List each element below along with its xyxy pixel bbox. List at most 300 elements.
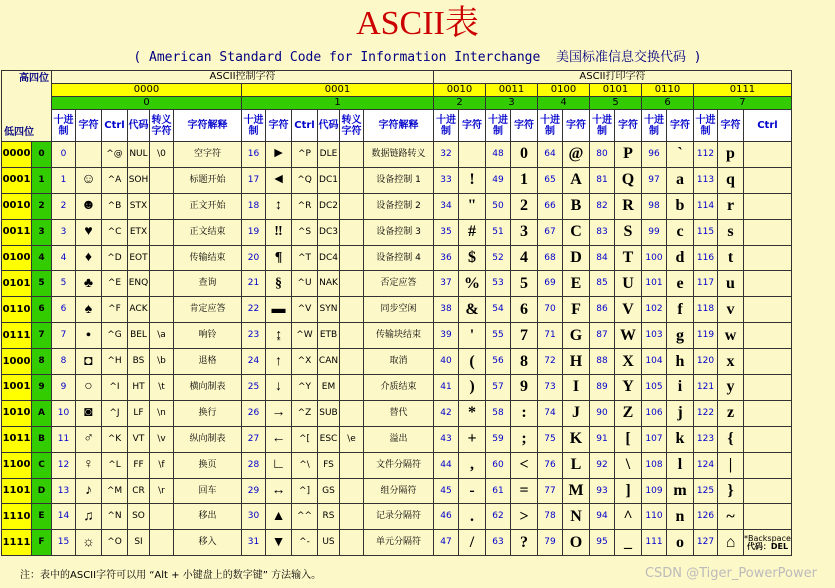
ctrl-code: FS [318,452,340,478]
print-dec: 114 [694,193,718,219]
ctrl-char-glyph: ♂ [76,426,102,452]
high-hex-0: 0 [52,97,242,110]
print-char: H [563,349,590,375]
ctrl-description: 正文结束 [174,219,242,245]
print-dec: 127 [694,530,718,556]
blank-cell [744,167,792,193]
footnote: 注：表中的ASCII字符可以用 “Alt + 小键盘上的数字键” 方法输入。 [20,570,322,581]
table-row [2,219,792,245]
ctrl-char-glyph: ☼ [76,530,102,556]
ctrl-dec: 23 [242,323,266,349]
ctrl-description: 否定应答 [364,271,434,297]
ctrl-key: ^B [102,193,128,219]
ctrl-code: SO [128,504,150,530]
ctrl-key: ^@ [102,142,128,168]
ctrl-escape [150,504,174,530]
blank-cell [744,193,792,219]
print-char: | [718,452,744,478]
print-dec: 118 [694,297,718,323]
print-dec: 79 [538,530,563,556]
ctrl-key: ^C [102,219,128,245]
print-dec: 61 [486,478,511,504]
high-hex-2: 2 [434,97,486,110]
print-dec: 49 [486,167,511,193]
low-bin: 1101 [2,478,32,504]
low-hex: 5 [32,271,52,297]
print-dec: 115 [694,219,718,245]
print-char: a [667,167,694,193]
print-char: 9 [511,375,538,401]
ctrl-code: NAK [318,271,340,297]
print-char: = [511,478,538,504]
print-char: , [459,452,486,478]
ctrl-code: EOT [128,245,150,271]
low-bin: 1001 [2,375,32,401]
ctrl-escape [340,245,364,271]
ctrl-dec: 16 [242,142,266,168]
table-row [2,323,792,349]
high-hex-5: 5 [590,97,642,110]
col-label-dec: 十进制 [486,110,511,142]
ctrl-description: 设备控制 1 [364,167,434,193]
ctrl-char-glyph: ♪ [76,478,102,504]
print-dec: 53 [486,271,511,297]
col-label-char: 字符 [266,110,292,142]
ctrl-description: 响铃 [174,323,242,349]
print-dec: 123 [694,426,718,452]
group-control-label: ASCII控制字符 [52,71,434,84]
ctrl-dec: 19 [242,219,266,245]
ctrl-escape [150,193,174,219]
col-label-esc: 转义字符 [340,110,364,142]
print-dec: 112 [694,142,718,168]
low-bin: 0100 [2,245,32,271]
ctrl-char-glyph: ► [266,142,292,168]
col-label-char: 字符 [667,110,694,142]
print-dec: 113 [694,167,718,193]
ctrl-description: 取消 [364,349,434,375]
print-dec: 103 [642,323,667,349]
print-char: 4 [511,245,538,271]
low-hex: F [32,530,52,556]
print-dec: 97 [642,167,667,193]
ctrl-char-glyph: ☺ [76,167,102,193]
print-char: S [615,219,642,245]
ctrl-key: ^K [102,426,128,452]
print-char: O [563,530,590,556]
ctrl-code: CAN [318,349,340,375]
col-label-desc: 字符解释 [174,110,242,142]
print-dec: 88 [590,349,615,375]
ctrl-char-glyph: ♠ [76,297,102,323]
print-char: g [667,323,694,349]
table-row [2,504,792,530]
print-dec: 44 [434,452,459,478]
print-dec: 68 [538,245,563,271]
blank-cell [744,245,792,271]
ctrl-description: 正文开始 [174,193,242,219]
print-char: : [511,400,538,426]
ctrl-key: ^P [292,142,318,168]
print-dec: 95 [590,530,615,556]
print-char: P [615,142,642,168]
ctrl-dec: 17 [242,167,266,193]
print-char: f [667,297,694,323]
table-row [2,297,792,323]
table-row [2,426,792,452]
high-bin-3: 0011 [486,84,538,97]
ctrl-description: 回车 [174,478,242,504]
print-char: 8 [511,349,538,375]
print-dec: 35 [434,219,459,245]
print-char: Z [615,400,642,426]
ctrl-code: NUL [128,142,150,168]
low-hex: 6 [32,297,52,323]
print-dec: 40 [434,349,459,375]
ctrl-key: ^W [292,323,318,349]
print-char: d [667,245,694,271]
ctrl-code: HT [128,375,150,401]
print-char: D [563,245,590,271]
col-label-dec: 十进制 [642,110,667,142]
ctrl-escape: \v [150,426,174,452]
ctrl-char-glyph: • [76,323,102,349]
ctrl-dec: 20 [242,245,266,271]
print-char: v [718,297,744,323]
print-char: m [667,478,694,504]
print-char: o [667,530,694,556]
print-char: M [563,478,590,504]
ctrl-key: ^D [102,245,128,271]
print-char: y [718,375,744,401]
col-label-char: 字符 [459,110,486,142]
ctrl-char-glyph: ♦ [76,245,102,271]
ctrl-code: US [318,530,340,556]
ctrl-key: ^J [102,400,128,426]
high-hex-7: 7 [694,97,792,110]
ctrl-escape [340,323,364,349]
ctrl-description: 传输块结束 [364,323,434,349]
ctrl-description: 空字符 [174,142,242,168]
low-hex: 2 [32,193,52,219]
blank-cell [744,323,792,349]
ctrl-key: ^] [292,478,318,504]
print-dec: 104 [642,349,667,375]
print-char: W [615,323,642,349]
print-char: ' [459,323,486,349]
blank-cell [744,426,792,452]
print-dec: 39 [434,323,459,349]
ctrl-escape: \f [150,452,174,478]
ctrl-code: RS [318,504,340,530]
col-label-ctrl: Ctrl [744,110,792,142]
table-row [2,193,792,219]
print-char: A [563,167,590,193]
ctrl-dec: 10 [52,400,76,426]
ctrl-code: ESC [318,426,340,452]
print-char: h [667,349,694,375]
low-hex: A [32,400,52,426]
blank-cell [744,504,792,530]
col-label-char: 字符 [563,110,590,142]
ctrl-description: 设备控制 2 [364,193,434,219]
ctrl-description: 肯定应答 [174,297,242,323]
print-dec: 64 [538,142,563,168]
print-char: s [718,219,744,245]
low-hex: D [32,478,52,504]
print-char: # [459,219,486,245]
col-label-dec: 十进制 [538,110,563,142]
ctrl-escape [340,452,364,478]
ctrl-dec: 4 [52,245,76,271]
print-char: ] [615,478,642,504]
ctrl-dec: 5 [52,271,76,297]
print-char: n [667,504,694,530]
low-bin: 1110 [2,504,32,530]
ctrl-key: ^Q [292,167,318,193]
print-dec: 85 [590,271,615,297]
ctrl-description: 传输结束 [174,245,242,271]
col-label-code: 代码 [128,110,150,142]
ctrl-dec: 26 [242,400,266,426]
print-char: 6 [511,297,538,323]
print-dec: 63 [486,530,511,556]
print-char: 7 [511,323,538,349]
ctrl-char-glyph: → [266,400,292,426]
ctrl-dec: 6 [52,297,76,323]
print-char: 0 [511,142,538,168]
ctrl-code: FF [128,452,150,478]
print-dec: 100 [642,245,667,271]
print-char: N [563,504,590,530]
ctrl-description: 文件分隔符 [364,452,434,478]
print-char: x [718,349,744,375]
ctrl-code: SI [128,530,150,556]
print-dec: 94 [590,504,615,530]
ctrl-escape: \0 [150,142,174,168]
low-bin: 0101 [2,271,32,297]
ctrl-dec: 2 [52,193,76,219]
ctrl-char-glyph: ∟ [266,452,292,478]
ctrl-dec: 9 [52,375,76,401]
ctrl-dec: 29 [242,478,266,504]
print-char: * [459,400,486,426]
ctrl-key: ^- [292,530,318,556]
print-dec: 119 [694,323,718,349]
page-subtitle: ( American Standard Code for Information Interchange 美国标准信息交换代码 ) [133,50,702,65]
ctrl-char-glyph: ‼ [266,219,292,245]
ctrl-code: DC3 [318,219,340,245]
print-dec: 43 [434,426,459,452]
print-dec: 108 [642,452,667,478]
print-dec: 65 [538,167,563,193]
ctrl-char-glyph: ☻ [76,193,102,219]
ctrl-description: 同步空闲 [364,297,434,323]
print-char: z [718,400,744,426]
ctrl-escape [150,530,174,556]
print-char: V [615,297,642,323]
low-bin: 0001 [2,167,32,193]
print-dec: 34 [434,193,459,219]
ctrl-char-glyph: § [266,271,292,297]
ctrl-dec: 15 [52,530,76,556]
print-char: ~ [718,504,744,530]
low-hex: B [32,426,52,452]
print-char: u [718,271,744,297]
ctrl-code: ETB [318,323,340,349]
ctrl-dec: 14 [52,504,76,530]
ctrl-description: 组分隔符 [364,478,434,504]
print-char: ; [511,426,538,452]
print-dec: 86 [590,297,615,323]
print-char [459,142,486,168]
print-char: Y [615,375,642,401]
ctrl-escape [150,219,174,245]
print-dec: 110 [642,504,667,530]
ctrl-escape: \b [150,349,174,375]
ctrl-dec: 30 [242,504,266,530]
print-dec: 82 [590,193,615,219]
ascii-table [1,70,792,556]
print-char: . [459,504,486,530]
low-bin: 1111 [2,530,32,556]
print-dec: 58 [486,400,511,426]
col-label-ctrl: Ctrl [292,110,318,142]
ctrl-description: 换页 [174,452,242,478]
ctrl-dec: 27 [242,426,266,452]
ctrl-description: 纵向制表 [174,426,242,452]
print-char: & [459,297,486,323]
print-dec: 54 [486,297,511,323]
ctrl-code: SYN [318,297,340,323]
ctrl-escape: \e [340,426,364,452]
print-dec: 69 [538,271,563,297]
print-dec: 57 [486,375,511,401]
print-dec: 83 [590,219,615,245]
low-bin: 1100 [2,452,32,478]
col-label-char: 字符 [76,110,102,142]
low-hex: 7 [32,323,52,349]
ctrl-code: ACK [128,297,150,323]
print-char: F [563,297,590,323]
print-char: 3 [511,219,538,245]
watermark: CSDN @Tiger_PowerPower [644,566,817,581]
print-char: w [718,323,744,349]
ctrl-escape: \t [150,375,174,401]
ctrl-char-glyph: ◄ [266,167,292,193]
print-dec: 56 [486,349,511,375]
high-bin-6: 0110 [642,84,694,97]
ctrl-key: ^[ [292,426,318,452]
print-dec: 120 [694,349,718,375]
ctrl-key: ^E [102,271,128,297]
ctrl-description: 替代 [364,400,434,426]
print-dec: 84 [590,245,615,271]
ctrl-description: 移出 [174,504,242,530]
print-char: R [615,193,642,219]
print-dec: 78 [538,504,563,530]
print-char: X [615,349,642,375]
high-hex-4: 4 [538,97,590,110]
col-label-dec: 十进制 [694,110,718,142]
print-dec: 80 [590,142,615,168]
ctrl-key: ^^ [292,504,318,530]
ctrl-code: DLE [318,142,340,168]
backspace-note-line1: *Backspace [744,533,791,543]
print-dec: 125 [694,478,718,504]
ctrl-char-glyph: ↔ [266,478,292,504]
high-bin-0: 0000 [52,84,242,97]
print-dec: 42 [434,400,459,426]
print-char: ? [511,530,538,556]
low-bin: 0000 [2,142,32,168]
corner-high-label: 高四位 [19,73,49,84]
table-row [2,478,792,504]
ctrl-code: VT [128,426,150,452]
low-hex: 4 [32,245,52,271]
print-dec: 81 [590,167,615,193]
ctrl-escape [150,271,174,297]
ctrl-description: 设备控制 3 [364,219,434,245]
col-label-dec: 十进制 [242,110,266,142]
print-char: > [511,504,538,530]
print-char: $ [459,245,486,271]
ctrl-escape: \a [150,323,174,349]
ctrl-code: SOH [128,167,150,193]
ctrl-description: 退格 [174,349,242,375]
print-char: ⌂ [718,530,744,556]
ctrl-escape [340,530,364,556]
print-char: t [718,245,744,271]
ctrl-code: DC4 [318,245,340,271]
ctrl-key: ^Y [292,375,318,401]
print-char: G [563,323,590,349]
ctrl-key: ^L [102,452,128,478]
print-dec: 105 [642,375,667,401]
print-dec: 46 [434,504,459,530]
print-dec: 102 [642,297,667,323]
col-label-dec: 十进制 [590,110,615,142]
col-label-desc: 字符解释 [364,110,434,142]
print-char: \ [615,452,642,478]
print-dec: 52 [486,245,511,271]
print-char: ) [459,375,486,401]
print-dec: 98 [642,193,667,219]
print-dec: 37 [434,271,459,297]
print-char: @ [563,142,590,168]
col-label-char: 字符 [718,110,744,142]
ctrl-description: 记录分隔符 [364,504,434,530]
ctrl-code: BS [128,349,150,375]
blank-cell [744,271,792,297]
high-bin-4: 0100 [538,84,590,97]
low-hex: 1 [32,167,52,193]
ctrl-escape [340,193,364,219]
print-dec: 38 [434,297,459,323]
print-char: U [615,271,642,297]
ctrl-key: ^S [292,219,318,245]
ctrl-code: CR [128,478,150,504]
ctrl-code: LF [128,400,150,426]
print-char: e [667,271,694,297]
print-dec: 66 [538,193,563,219]
ctrl-escape [150,297,174,323]
ctrl-code: ETX [128,219,150,245]
low-hex: C [32,452,52,478]
ctrl-escape [340,142,364,168]
print-dec: 41 [434,375,459,401]
print-char: l [667,452,694,478]
